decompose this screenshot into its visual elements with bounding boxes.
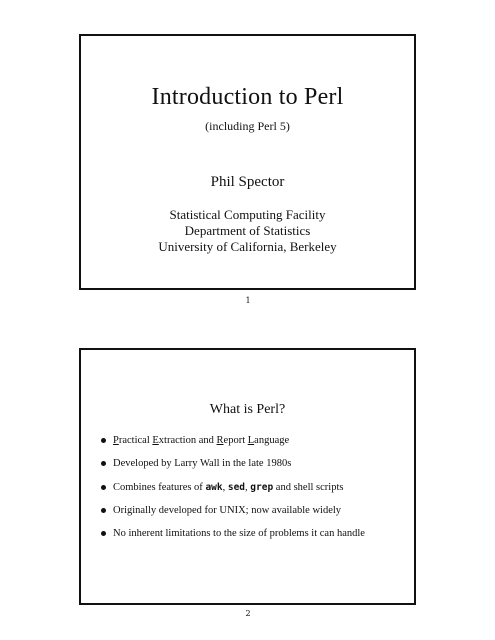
- bullet-list: [101, 434, 401, 550]
- bullet-text: Originally developed for UNIX; now available widely: [113, 504, 342, 516]
- bullet-text: ,: [222, 481, 228, 493]
- bullet-text: anguage: [254, 435, 290, 446]
- affiliation-line: University of California, Berkeley: [158, 239, 337, 254]
- slide-2: [79, 348, 416, 605]
- bullet-icon: [101, 461, 106, 466]
- bullet-text: ,: [245, 481, 251, 493]
- bullet-text: Combines features of: [113, 481, 206, 493]
- bullet-item: [101, 434, 401, 457]
- bullet-icon: [101, 531, 106, 536]
- bullet-text: No inherent limitations to the size of problems it can handle: [113, 528, 365, 540]
- bullet-icon: [101, 508, 106, 513]
- slide-2-title: What is Perl?: [209, 402, 286, 417]
- page-number-2: 2: [245, 609, 251, 618]
- slide-1-subtitle: (including Perl 5): [205, 119, 290, 133]
- command-awk: awk: [205, 481, 223, 493]
- bullet-icon: [101, 438, 106, 443]
- bullet-icon: [101, 485, 106, 490]
- bullet-item: [101, 527, 401, 550]
- author-name: Phil Spector: [210, 174, 285, 190]
- bullet-text: Developed by Larry Wall in the late 1980s: [113, 458, 292, 470]
- bullet-item: [101, 504, 401, 527]
- bullet-item: [101, 481, 401, 504]
- bullet-text: xtraction and: [158, 435, 217, 446]
- affiliation-line: Department of Statistics: [184, 223, 311, 238]
- acronym-letter: R: [216, 435, 224, 446]
- bullet-text: and shell scripts: [273, 481, 344, 493]
- bullet-text: ractical: [118, 435, 153, 446]
- command-sed: sed: [227, 481, 246, 493]
- slide-1-title: Introduction to Perl: [151, 84, 344, 110]
- slide-1: [79, 34, 416, 290]
- bullet-item: [101, 457, 401, 480]
- bullet-text: eport: [223, 435, 248, 446]
- affiliation-line: Statistical Computing Facility: [169, 207, 326, 222]
- acronym-letter: E: [152, 435, 159, 446]
- acronym-letter: L: [247, 435, 255, 446]
- acronym-letter: P: [113, 435, 119, 446]
- page-number-1: 1: [245, 296, 251, 305]
- command-grep: grep: [250, 481, 274, 493]
